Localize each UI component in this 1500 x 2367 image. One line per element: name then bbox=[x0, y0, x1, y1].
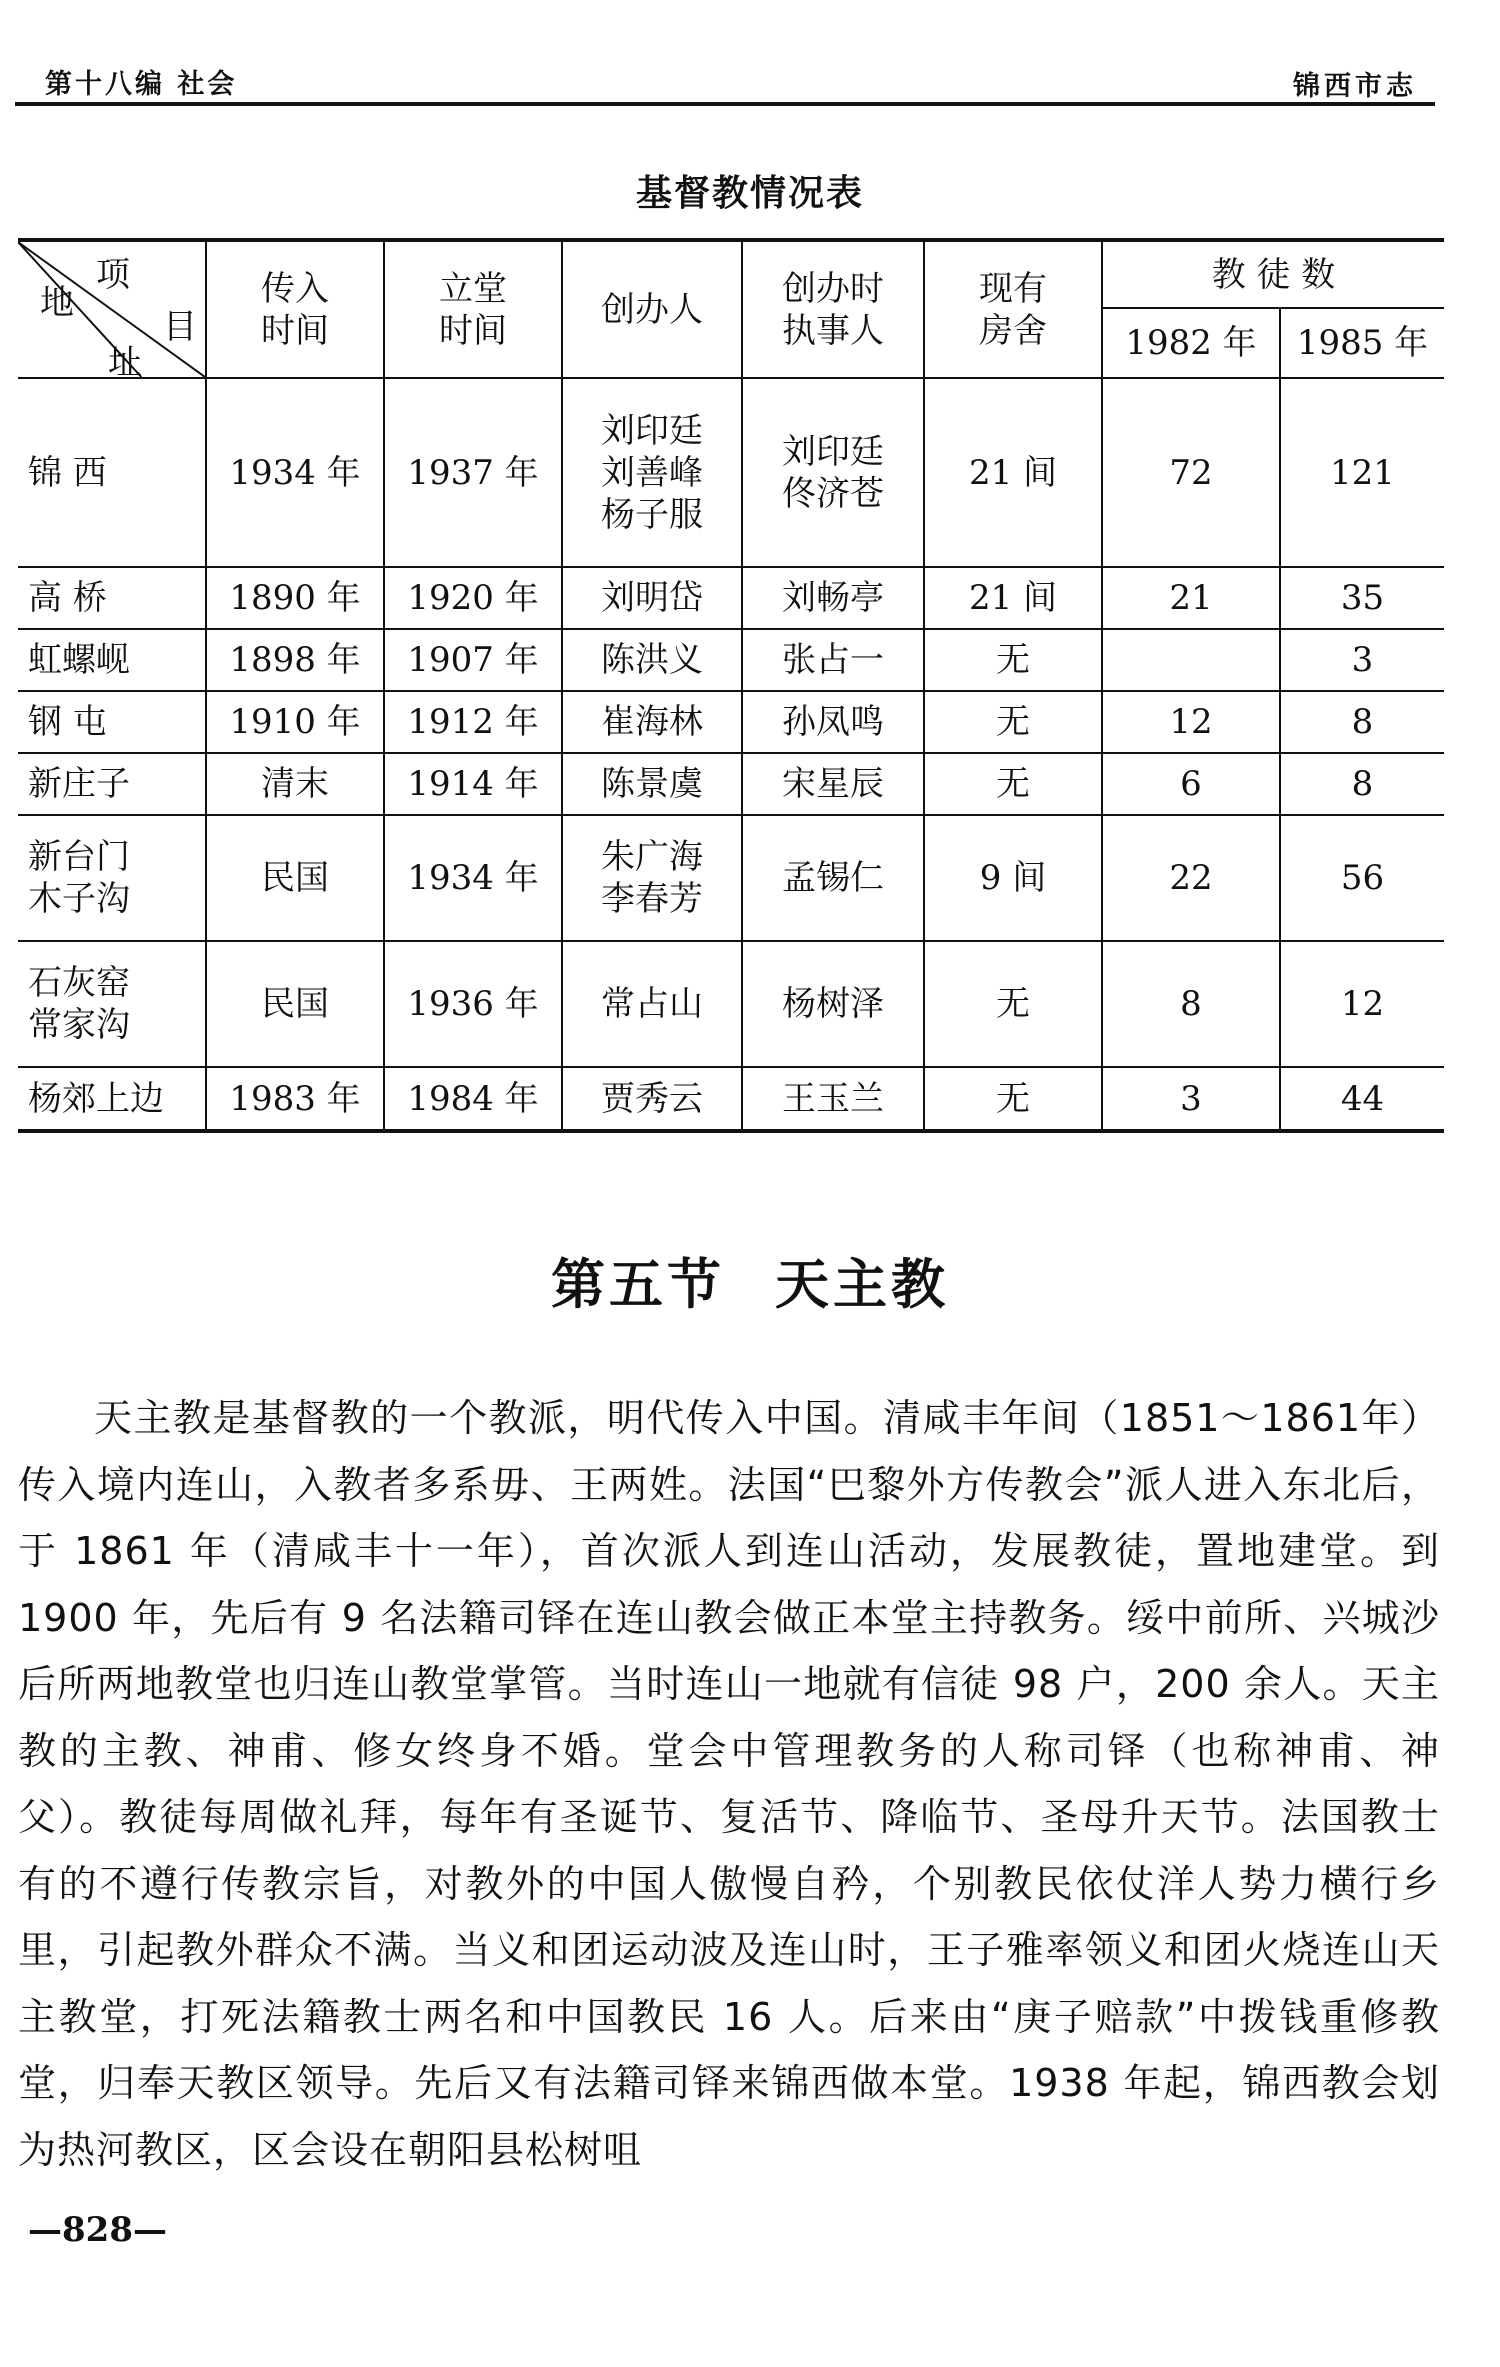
section-title bbox=[0, 1242, 1500, 1319]
header-housing: 现有 房舍 bbox=[924, 240, 1102, 378]
cell-deacons: 张占一 bbox=[742, 629, 924, 691]
cell-1982: 6 bbox=[1102, 753, 1280, 815]
cell-founders: 陈洪义 bbox=[562, 629, 742, 691]
cell-litang: 1914 年 bbox=[384, 753, 562, 815]
cell-housing: 无 bbox=[924, 691, 1102, 753]
cell-deacons: 杨树泽 bbox=[742, 941, 924, 1067]
cell-housing: 无 bbox=[924, 1067, 1102, 1131]
header-chuanru-time: 传入 时间 bbox=[206, 240, 384, 378]
header-deacon: 创办时 执事人 bbox=[742, 240, 924, 378]
cell-deacons: 孟锡仁 bbox=[742, 815, 924, 941]
cell-founders: 刘明岱 bbox=[562, 567, 742, 629]
corner-label-mu: 目 bbox=[163, 307, 197, 347]
cell-founders: 刘印廷 刘善峰 杨子服 bbox=[562, 378, 742, 567]
cell-housing: 无 bbox=[924, 941, 1102, 1067]
body-paragraph: 天主教是基督教的一个教派，明代传入中国。清咸丰年间（1851～1861年）传入境内连山，入教者多系毋、王两姓。法国“巴黎外方传教会”派人进入东北后，于 1861 年（清咸丰十一年），首次派人到连山活动，发展教徒，置地建堂。到 1900 年，先后有 9 名法籍司铎在连山教会做正本堂主持教务。绥中前所、兴城沙后所两地教堂也归连山教堂掌管。当时连山一地就有信徒 98 户，200 余人。天主教的主教、神甫、修女终身不婚。堂会中管理教务的人称司铎（也称神甫、神父）。教徒每周做礼拜，每年有圣诞节、复活节、降临节、圣母升天节。法国教士有的不遵行传教宗旨，对教外的中国人傲慢自矜，个别教民依仗洋人势力横行乡里，引起教外群众不满。当义和团运动波及连山时，王子雅率领义和团火烧连山天主教堂，打死法籍教士两名和中国教民 16 人。后来由“庚子赔款”中拨钱重修教堂，归奉天教区领导。先后又有法籍司铎来锦西做本堂。1938 年起，锦西教会划为热河教区，区会设在朝阳县松树咀 bbox=[18, 1396, 1440, 2172]
cell-1985: 8 bbox=[1280, 753, 1444, 815]
section-name: 天主教 bbox=[775, 1252, 949, 1316]
cell-chuanru: 民国 bbox=[206, 815, 384, 941]
cell-location: 新庄子 bbox=[18, 753, 206, 815]
cell-1985: 8 bbox=[1280, 691, 1444, 753]
cell-chuanru: 清末 bbox=[206, 753, 384, 815]
cell-housing: 21 间 bbox=[924, 378, 1102, 567]
corner-label-zhi: 址 bbox=[108, 343, 142, 383]
header-book-title: 锦西市志 bbox=[1293, 71, 1417, 102]
cell-founders: 朱广海 李春芳 bbox=[562, 815, 742, 941]
header-believers: 教 徒 数 bbox=[1102, 240, 1444, 308]
cell-litang: 1907 年 bbox=[384, 629, 562, 691]
christianity-table bbox=[18, 238, 1444, 1133]
table-row bbox=[18, 567, 1444, 629]
header-1982: 1982 年 bbox=[1102, 308, 1280, 378]
cell-1982: 8 bbox=[1102, 941, 1280, 1067]
cell-litang: 1934 年 bbox=[384, 815, 562, 941]
cell-housing: 无 bbox=[924, 629, 1102, 691]
cell-1985: 56 bbox=[1280, 815, 1444, 941]
cell-chuanru: 1890 年 bbox=[206, 567, 384, 629]
cell-litang: 1912 年 bbox=[384, 691, 562, 753]
table-row bbox=[18, 753, 1444, 815]
table-row bbox=[18, 629, 1444, 691]
cell-1982: 3 bbox=[1102, 1067, 1280, 1131]
cell-1985: 121 bbox=[1280, 378, 1444, 567]
cell-founders: 常占山 bbox=[562, 941, 742, 1067]
cell-1982 bbox=[1102, 629, 1280, 691]
cell-1982: 12 bbox=[1102, 691, 1280, 753]
cell-location: 锦 西 bbox=[18, 378, 206, 567]
cell-deacons: 王玉兰 bbox=[742, 1067, 924, 1131]
table-row bbox=[18, 691, 1444, 753]
cell-1985: 35 bbox=[1280, 567, 1444, 629]
corner-label-di: 地 bbox=[40, 283, 74, 323]
cell-deacons: 刘畅亭 bbox=[742, 567, 924, 629]
cell-1982: 21 bbox=[1102, 567, 1280, 629]
header-founder: 创办人 bbox=[562, 240, 742, 378]
table-row bbox=[18, 815, 1444, 941]
cell-housing: 21 间 bbox=[924, 567, 1102, 629]
table-title: 基督教情况表 bbox=[635, 173, 864, 214]
cell-chuanru: 1934 年 bbox=[206, 378, 384, 567]
cell-1985: 3 bbox=[1280, 629, 1444, 691]
cell-litang: 1984 年 bbox=[384, 1067, 562, 1131]
cell-housing: 无 bbox=[924, 753, 1102, 815]
cell-location: 钢 屯 bbox=[18, 691, 206, 753]
cell-1982: 72 bbox=[1102, 378, 1280, 567]
cell-litang: 1936 年 bbox=[384, 941, 562, 1067]
cell-chuanru: 民国 bbox=[206, 941, 384, 1067]
cell-litang: 1920 年 bbox=[384, 567, 562, 629]
table-row bbox=[18, 378, 1444, 567]
cell-location: 石灰窑 常家沟 bbox=[18, 941, 206, 1067]
cell-1985: 12 bbox=[1280, 941, 1444, 1067]
cell-litang: 1937 年 bbox=[384, 378, 562, 567]
cell-deacons: 刘印廷 佟济苍 bbox=[742, 378, 924, 567]
corner-label-xiang: 项 bbox=[96, 255, 130, 295]
cell-chuanru: 1898 年 bbox=[206, 629, 384, 691]
cell-deacons: 宋星辰 bbox=[742, 753, 924, 815]
cell-founders: 贾秀云 bbox=[562, 1067, 742, 1131]
table-row bbox=[18, 1067, 1444, 1131]
header-litang-time: 立堂 时间 bbox=[384, 240, 562, 378]
cell-founders: 陈景虞 bbox=[562, 753, 742, 815]
cell-location: 虹螺岘 bbox=[18, 629, 206, 691]
cell-location: 新台门 木子沟 bbox=[18, 815, 206, 941]
cell-deacons: 孙凤鸣 bbox=[742, 691, 924, 753]
cell-location: 杨郊上边 bbox=[18, 1067, 206, 1131]
section-number: 第五节 bbox=[551, 1252, 725, 1316]
cell-location: 高 桥 bbox=[18, 567, 206, 629]
cell-chuanru: 1910 年 bbox=[206, 691, 384, 753]
page-number: —828— bbox=[28, 2210, 167, 2250]
cell-founders: 崔海林 bbox=[562, 691, 742, 753]
header-chapter: 第十八编 社会 bbox=[45, 69, 238, 100]
cell-1982: 22 bbox=[1102, 815, 1280, 941]
cell-housing: 9 间 bbox=[924, 815, 1102, 941]
table-row bbox=[18, 941, 1444, 1067]
cell-chuanru: 1983 年 bbox=[206, 1067, 384, 1131]
header-1985: 1985 年 bbox=[1280, 308, 1444, 378]
corner-header-cell bbox=[18, 240, 206, 383]
page-header bbox=[15, 52, 1435, 106]
cell-1985: 44 bbox=[1280, 1067, 1444, 1131]
